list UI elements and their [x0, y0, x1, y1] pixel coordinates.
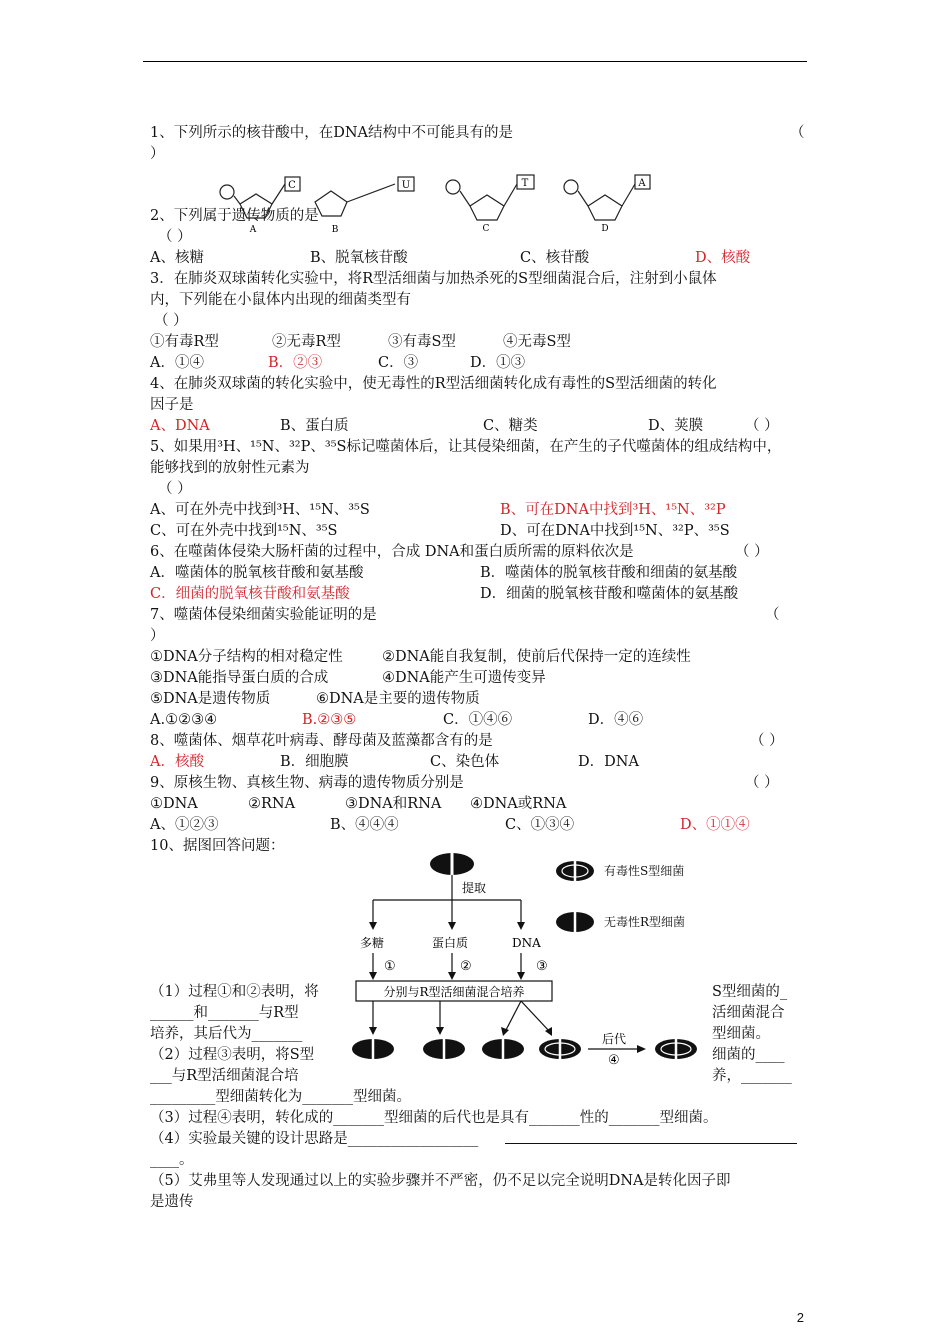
q5-option-b: B、可在DNA中找到³H、¹⁵N、³²P — [500, 502, 726, 518]
q10-s4-cont: ____。 — [150, 1152, 194, 1168]
nucleotide-c-base: T — [521, 178, 529, 189]
q7-item-2: ②DNA能自我复制，使前后代保持一定的连续性 — [382, 649, 691, 665]
q8-option-a: A．核酸 — [150, 754, 204, 770]
q3-line1: 3．在肺炎双球菌转化实验中，将R型活细菌与加热杀死的S型细菌混合后，注射到小鼠体 — [150, 271, 717, 287]
q7-item-6: ⑥DNA是主要的遗传物质 — [316, 691, 480, 707]
s-bacterium-source — [430, 853, 474, 875]
q10-right-2: 活细菌混合 — [712, 1005, 785, 1021]
q7-item-4: ④DNA能产生可遗传变异 — [382, 670, 546, 686]
q2-option-c: C、核苷酸 — [520, 250, 590, 266]
s-bacterium-offspring — [655, 1039, 697, 1059]
q6-paren: （ ） — [735, 544, 769, 560]
q9-option-c: C、①③④ — [505, 817, 575, 833]
q9-option-d: D、①①④ — [680, 817, 750, 833]
q3-option-c: C．③ — [378, 355, 419, 371]
q5-paren: （ ） — [158, 481, 192, 497]
q7-paren-open: （ — [765, 607, 780, 623]
q3-line2: 内，下列能在小鼠体内出现的细菌类型有 — [150, 292, 411, 308]
q6-text: 6、在噬菌体侵染大肠杆菌的过程中，合成 DNA和蛋白质所需的原料依次是 — [150, 544, 634, 560]
q3-paren: （ ） — [154, 313, 188, 329]
step-1: ① — [384, 959, 396, 974]
q9-item-3: ③DNA和RNA — [345, 796, 442, 812]
q10-s5-line1: （5）艾弗里等人发现通过以上的实验步骤并不严密，仍不足以完全说明DNA是转化因子即 — [150, 1173, 731, 1189]
q7-paren-close: ） — [150, 628, 165, 644]
r-bacterium-result-1 — [352, 1039, 394, 1059]
header-rule — [143, 61, 807, 62]
q8-text: 8、噬菌体、烟草花叶病毒、酵母菌及蓝藻都含有的是 — [150, 733, 493, 749]
q10-s1-line1: （1）过程①和②表明，将 — [150, 984, 319, 1000]
q5-line2: 能够找到的放射性元素为 — [150, 460, 310, 476]
q7-option-a: A.①②③④ — [150, 712, 218, 728]
q8-paren: （ ） — [750, 733, 784, 749]
legend-icons — [555, 860, 595, 940]
q3-item-1: ①有毒R型 — [150, 334, 219, 350]
step-3: ③ — [536, 959, 548, 974]
q10-right-5: 养，_______ — [712, 1068, 792, 1084]
q6-option-b: B．噬菌体的脱氧核苷酸和细菌的氨基酸 — [480, 565, 738, 581]
q3-item-4: ④无毒S型 — [503, 334, 571, 350]
r-bacterium-result-3 — [482, 1039, 524, 1059]
q7-item-5: ⑤DNA是遗传物质 — [150, 691, 271, 707]
legend-s-icon — [556, 861, 594, 881]
q7-option-b: B.②③⑤ — [302, 712, 357, 728]
dna-label: DNA — [512, 936, 541, 950]
nucleotide-d — [564, 175, 650, 220]
nucleotide-c-caption: C — [482, 224, 490, 234]
q9-item-2: ②RNA — [248, 796, 296, 812]
q2-text: 2、下列属于遗传物质的是 — [150, 208, 319, 224]
q7-item-1: ①DNA分子结构的相对稳定性 — [150, 649, 343, 665]
q8-option-d: D．DNA — [578, 754, 639, 770]
q1-paren-open: （ — [790, 125, 805, 141]
legend-s-label: 有毒性S型细菌 — [604, 864, 685, 878]
q1-paren-close: ） — [150, 146, 165, 162]
q3-option-b: B．②③ — [268, 355, 323, 371]
q5-option-d: D、可在DNA中找到¹⁵N、³²P、³⁵S — [500, 523, 730, 539]
q10-right-1: S型细菌的_ — [712, 984, 788, 1000]
q5-option-a: A、可在外壳中找到³H、¹⁵N、³⁵S — [150, 502, 370, 518]
mix-box-label: 分别与R型活细菌混合培养 — [383, 985, 525, 999]
q6-option-c: C．细菌的脱氧核苷酸和氨基酸 — [150, 586, 350, 602]
page-number: 2 — [796, 1310, 804, 1325]
q8-option-b: B．细胞膜 — [280, 754, 349, 770]
step-4: ④ — [608, 1053, 620, 1068]
q10-s5-line2: 是遗传 — [150, 1194, 194, 1210]
protein-label: 蛋白质 — [432, 936, 469, 950]
nucleotide-a-caption: A — [249, 225, 257, 235]
q4-line2: 因子是 — [150, 397, 194, 413]
nucleotide-b — [315, 177, 414, 216]
transformation-diagram — [340, 850, 720, 1070]
extract-label: 提取 — [462, 881, 487, 895]
legend-r-icon — [556, 912, 594, 932]
q2-paren: （ ） — [158, 229, 192, 245]
q10-right-4: 细菌的____ — [712, 1047, 785, 1063]
q6-option-d: D．细菌的脱氧核苷酸和噬菌体的氨基酸 — [480, 586, 739, 602]
q3-item-3: ③有毒S型 — [388, 334, 456, 350]
q10-s4-blank — [505, 1143, 797, 1144]
q10-s3: （3）过程④表明，转化成的_______型细菌的后代也是具有_______性的_______型细菌。 — [150, 1110, 718, 1126]
step-2: ② — [460, 959, 472, 974]
q9-text: 9、原核生物、真核生物、病毒的遗传物质分别是 — [150, 775, 464, 791]
q9-item-1: ①DNA — [150, 796, 198, 812]
q10-right-3: 型细菌。 — [712, 1026, 770, 1042]
legend-r-label: 无毒性R型细菌 — [604, 915, 686, 929]
offspring-label: 后代 — [602, 1032, 627, 1046]
nucleotide-d-caption: D — [601, 224, 609, 234]
q5-line1: 5、如果用³H、¹⁵N、³²P、³⁵S标记噬菌体后，让其侵染细菌，在产生的子代噬菌体的组成结构中， — [150, 439, 782, 455]
q7-option-c: C．①④⑥ — [443, 712, 513, 728]
q2-option-a: A、核糖 — [150, 250, 204, 266]
q10-text: 10、据图回答问题： — [150, 838, 285, 854]
q7-text: 7、噬菌体侵染细菌实验能证明的是 — [150, 607, 377, 623]
q7-option-d: D．④⑥ — [588, 712, 644, 728]
q9-paren: （ ） — [745, 775, 779, 791]
q4-line1: 4、在肺炎双球菌的转化实验中，使无毒性的R型活细菌转化成有毒性的S型活细菌的转化 — [150, 376, 717, 392]
nucleotide-b-caption: B — [331, 225, 339, 235]
polysaccharide-label: 多糖 — [360, 936, 385, 950]
q2-option-b: B、脱氧核苷酸 — [310, 250, 408, 266]
q5-option-c: C、可在外壳中找到¹⁵N、³⁵S — [150, 523, 338, 539]
q3-option-a: A．①④ — [150, 355, 204, 371]
q4-option-a: A、DNA — [150, 418, 210, 434]
nucleotide-d-base: A — [638, 178, 646, 189]
q3-item-2: ②无毒R型 — [272, 334, 341, 350]
q4-option-b: B、蛋白质 — [280, 418, 349, 434]
q6-option-a: A．噬菌体的脱氧核苷酸和氨基酸 — [150, 565, 364, 581]
nucleotide-a-base: C — [288, 180, 296, 191]
q10-s2-line3: _________型细菌转化为_______型细菌。 — [150, 1089, 411, 1105]
s-bacterium-result — [539, 1039, 581, 1059]
q9-option-b: B、④④④ — [330, 817, 399, 833]
q10-s1-line2: ______和_______与R型 — [150, 1005, 299, 1021]
q10-s2-line2: ___与R型活细菌混合培 — [150, 1068, 299, 1084]
q3-option-d: D．①③ — [470, 355, 526, 371]
q10-s4: （4）实验最关键的设计思路是__________________ — [150, 1131, 479, 1147]
q4-paren: （ ） — [745, 418, 779, 434]
r-bacterium-result-2 — [423, 1039, 465, 1059]
q9-option-a: A、①②③ — [150, 817, 219, 833]
nucleotide-b-base: U — [401, 180, 411, 191]
q4-option-d: D、荚膜 — [648, 418, 704, 434]
q1-text: 1、下列所示的核苷酸中，在DNA结构中不可能具有的是 — [150, 125, 514, 141]
q9-item-4: ④DNA或RNA — [470, 796, 567, 812]
q10-s1-line3: 培养，其后代为_______ — [150, 1026, 303, 1042]
q7-item-3: ③DNA能指导蛋白质的合成 — [150, 670, 329, 686]
q10-s2-line1: （2）过程③表明，将S型 — [150, 1047, 315, 1063]
q2-option-d: D、核酸 — [695, 250, 751, 266]
q8-option-c: C、染色体 — [430, 754, 500, 770]
q4-option-c: C、糖类 — [483, 418, 538, 434]
